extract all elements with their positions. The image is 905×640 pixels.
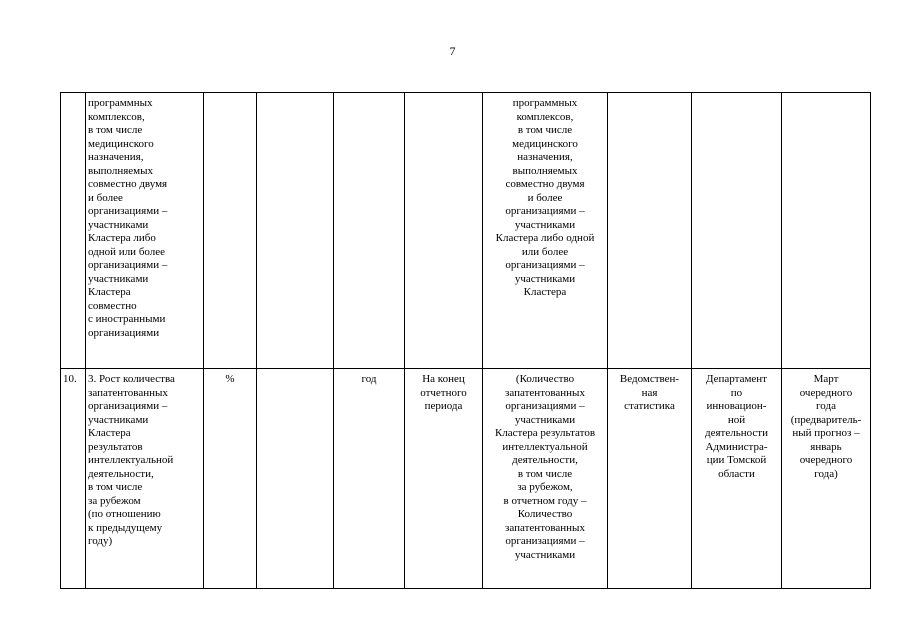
indicator-name: программных комплексов, в том числе медицинского назначения, выполняемых совместно двумя и более организациями – участниками Кластера либо одной или более организациями – участниками Кластера совместно с иностранными организациями	[88, 97, 168, 339]
page-number: 7	[449, 44, 456, 58]
responsible-cell	[692, 93, 782, 369]
row-number-cell	[61, 369, 86, 589]
unit-cell	[204, 93, 257, 369]
deadline-cell	[782, 369, 871, 589]
unit-cell	[204, 369, 257, 589]
empty-cell	[257, 369, 334, 589]
date-cell	[405, 369, 483, 589]
unit: %	[225, 373, 235, 385]
deadline: Март очередного года (предваритель- ный прогноз – январь очередного года)	[790, 373, 862, 480]
date-cell	[405, 93, 483, 369]
indicators-table	[60, 92, 871, 589]
period-cell	[334, 93, 405, 369]
responsible: Департамент по инновацион- ной деятельности Администра- ции Томской области	[705, 373, 768, 480]
row-number-cell	[61, 93, 86, 369]
formula: программных комплексов, в том числе медицинского назначения, выполняемых совместно двумя и более организациями – участниками Кластера либо одной или более организациями – участниками Кластера	[495, 97, 595, 298]
table-row	[61, 93, 871, 369]
formula-cell	[483, 369, 608, 589]
formula: (Количество запатентованных организациями – участниками Кластера результатов интеллектуальной деятельности, в том числе за рубежом, в отчетном году – Количество запатентованных организациями – участниками	[494, 373, 596, 561]
row-number: 10.	[63, 373, 77, 385]
formula-cell	[483, 93, 608, 369]
source: Ведомствен- ная статистика	[619, 373, 680, 412]
responsible-cell	[692, 369, 782, 589]
table-row	[61, 369, 871, 589]
source-cell	[608, 369, 692, 589]
period-cell	[334, 369, 405, 589]
period: год	[361, 373, 377, 385]
indicator-cell	[86, 369, 204, 589]
source-cell	[608, 93, 692, 369]
indicator-name: 3. Рост количества запатентованных организациями – участниками Кластера результатов интеллектуальной деятельности, в том числе за рубежом (по отношению к предыдущему году)	[88, 373, 175, 547]
indicator-cell	[86, 93, 204, 369]
deadline-cell	[782, 93, 871, 369]
empty-cell	[257, 93, 334, 369]
date: На конец отчетного периода	[420, 373, 467, 412]
